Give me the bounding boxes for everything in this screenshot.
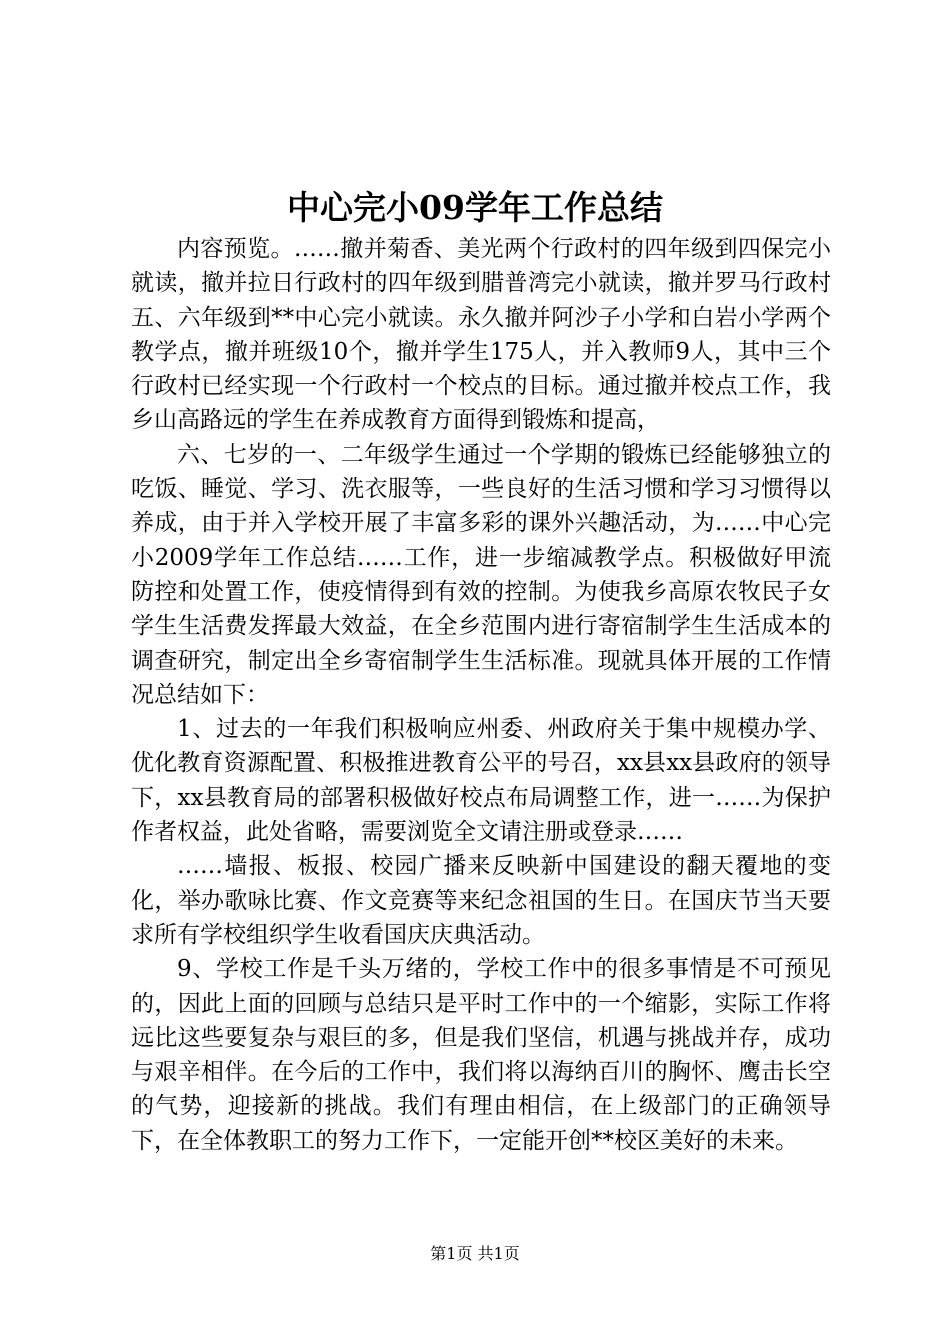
page-number-footer: 第1页 共1页: [430, 1244, 520, 1263]
paragraph-3: 1、过去的一年我们积极响应州委、州政府关于集中规模办学、优化教育资源配置、积极推进教育公平的号召，xx县xx县政府的领导下，xx县教育局的部署积极做好校点布局调整工作，进一……为保护作者权益，此处省略，需要浏览全文请注册或登录……: [131, 716, 831, 846]
paragraph-5: 9、学校工作是千头万绪的，学校工作中的很多事情是不可预见的，因此上面的回顾与总结只是平时工作中的一个缩影，实际工作将远比这些要复杂与艰巨的多，但是我们坚信，机遇与挑战并存，成功与艰辛相伴。在今后的工作中，我们将以海纳百川的胸怀、鹰击长空的气势，迎接新的挑战。我们有理由相信，在上级部门的正确领导下，在全体教职工的努力工作下，一定能开创**校区美好的未来。: [131, 956, 831, 1154]
paragraph-4: ……墙报、板报、校园广播来反映新中国建设的翻天覆地的变化，举办歌咏比赛、作文竞赛等来纪念祖国的生日。在国庆节当天要求所有学校组织学生收看国庆庆典活动。: [131, 853, 831, 948]
document-body: [131, 232, 831, 1158]
document-title: 中心完小09学年工作总结: [287, 188, 663, 227]
paragraph-1: 内容预览。……撤并菊香、美光两个行政村的四年级到四保完小就读，撤并拉日行政村的四年级到腊普湾完小就读，撤并罗马行政村五、六年级到**中心完小就读。永久撤并阿沙子小学和白岩小学两个教学点，撤并班级10个，撤并学生175人，并入教师9人，其中三个行政村已经实现一个行政村一个校点的目标。通过撤并校点工作，我乡山高路远的学生在养成教育方面得到锻炼和提高，: [131, 236, 831, 434]
paragraph-2: 六、七岁的一、二年级学生通过一个学期的锻炼已经能够独立的吃饭、睡觉、学习、洗衣服等，一些良好的生活习惯和学习习惯得以养成，由于并入学校开展了丰富多彩的课外兴趣活动，为……中心完小2009学年工作总结……工作，进一步缩减教学点。积极做好甲流防控和处置工作，使疫情得到有效的控制。为使我乡高原农牧民子女学生生活费发挥最大效益，在全乡范围内进行寄宿制学生生活成本的调查研究，制定出全乡寄宿制学生生活标准。现就具体开展的工作情况总结如下：: [131, 441, 831, 708]
